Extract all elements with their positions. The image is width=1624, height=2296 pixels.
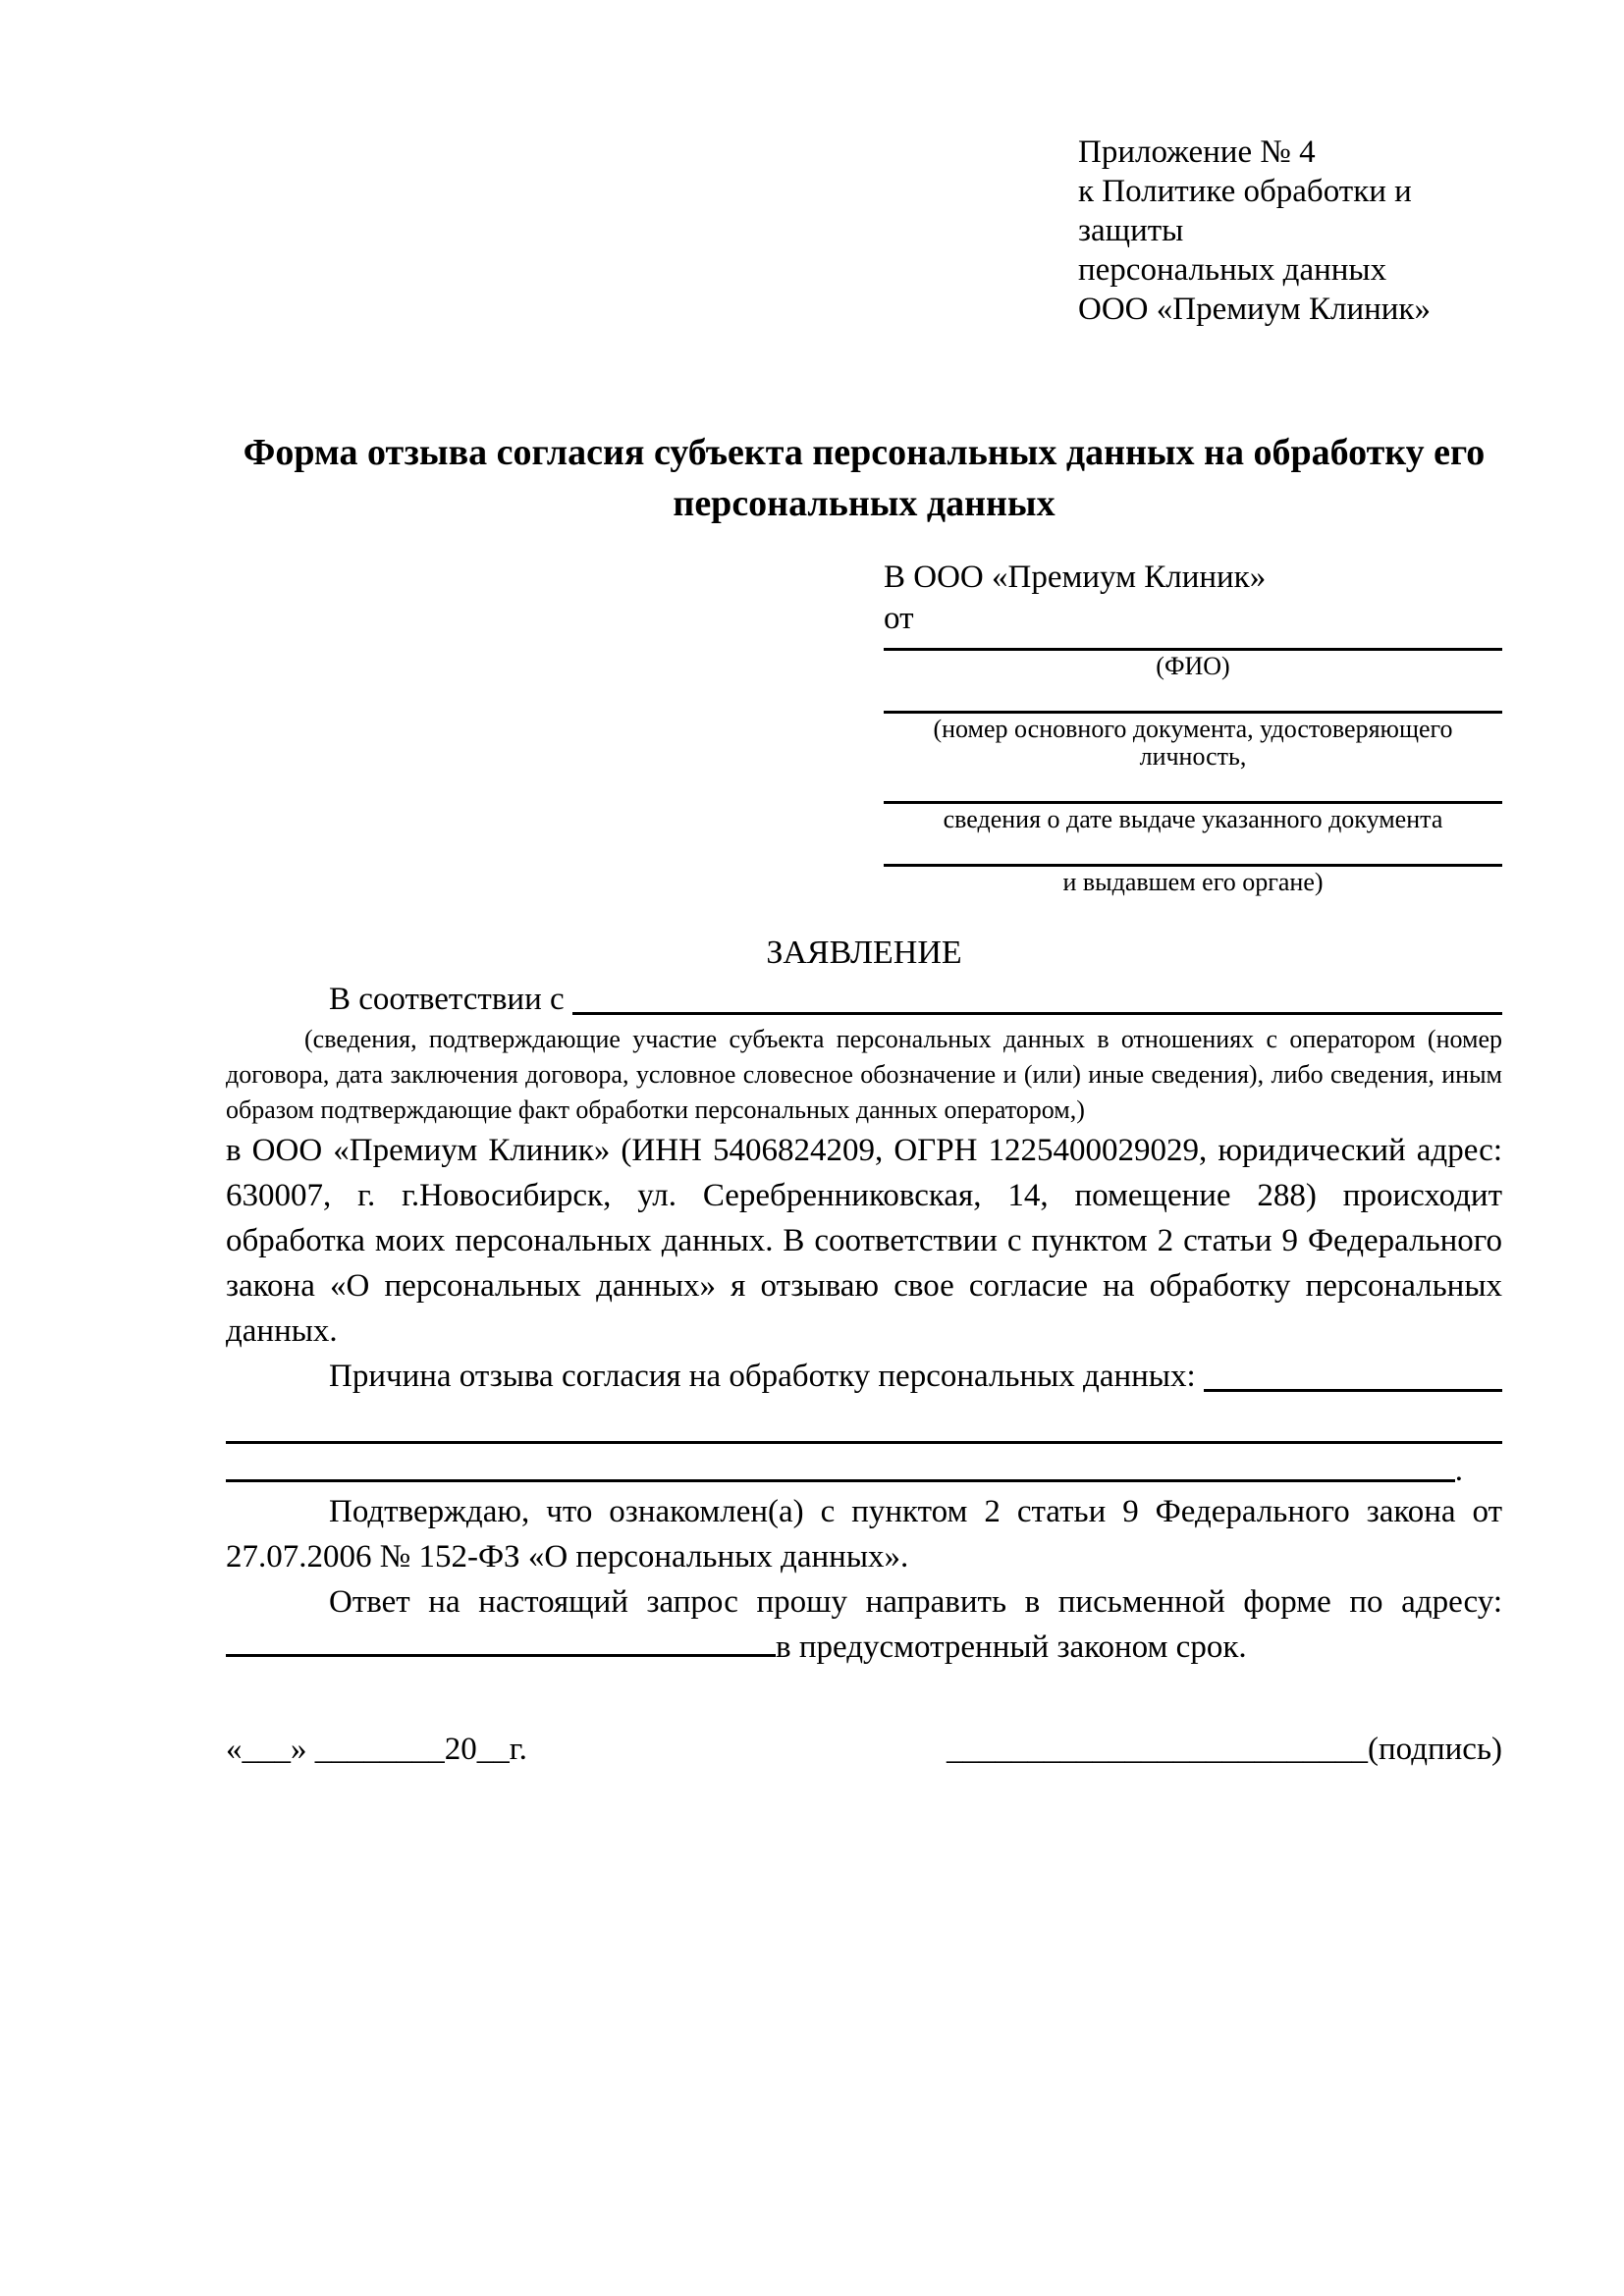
- signature-write-line: __________________________: [947, 1732, 1368, 1767]
- signature-area: [947, 1727, 1502, 1772]
- basis-prefix: В соответствии с: [329, 982, 565, 1017]
- addressee-organization: В ООО «Премиум Клиник»: [884, 560, 1267, 595]
- appendix-line: ООО «Премиум Клиник»: [1078, 292, 1431, 327]
- document-number-write-line: [884, 680, 1502, 714]
- document-title: Форма отзыва согласия субъекта персональных данных на обработку его персональных данных: [243, 432, 1486, 524]
- reason-label: Причина отзыва согласия на обработку персональных данных:: [329, 1359, 1196, 1394]
- basis-row: [226, 977, 1502, 1022]
- reason-row: [226, 1354, 1502, 1399]
- reason-extra-write-line-2: [226, 1479, 1455, 1482]
- footer: [226, 1727, 1502, 1772]
- reason-extra-write-line-1: [226, 1399, 1502, 1444]
- appendix-line: к Политике обработки и защиты: [1078, 174, 1412, 248]
- fio-write-line: [884, 639, 1502, 651]
- issuing-authority-caption: и выдавшем его органе): [1062, 868, 1324, 896]
- addressee-from-label: от: [884, 601, 914, 636]
- appendix-line: персональных данных: [1078, 252, 1387, 288]
- date-line: «___» ________20__г.: [226, 1732, 527, 1767]
- reason-write-line: [1204, 1389, 1502, 1392]
- address-write-line: [226, 1649, 776, 1657]
- acknowledgement-paragraph: Подтверждаю, что ознакомлен(а) с пунктом 2 статьи 9 Федерального закона от 27.07.2006 № 152-ФЗ «О персональных данных».: [226, 1494, 1502, 1575]
- reason-extra-row-2: [226, 1444, 1502, 1489]
- fio-caption: (ФИО): [1156, 652, 1230, 680]
- addressee-block: [884, 557, 1502, 896]
- appendix-header: [1078, 133, 1502, 329]
- basis-note: (сведения, подтверждающие участие субъекта персональных данных в отношениях с оператором (номер договора, дата заключения договора, условное словесное обозначение и (или) иные сведения), либо сведения, иным образом подтверждающие факт обработки персональных данных оператором,): [226, 1025, 1502, 1124]
- appendix-line: Приложение № 4: [1078, 134, 1316, 170]
- issue-date-write-line: [884, 771, 1502, 804]
- reply-paragraph: [226, 1579, 1502, 1670]
- signature-caption: (подпись): [1368, 1732, 1502, 1767]
- reply-suffix-text: в предусмотренный законом срок.: [776, 1629, 1247, 1665]
- statement-body: в ООО «Премиум Клиник» (ИНН 5406824209, ОГРН 1225400029029, юридический адрес: 630007, г. г.Новосибирск, ул. Серебренниковская, 14, помещение 288) происходит обработка моих персональных данных. В соответствии с пунктом 2 статьи 9 Федерального закона «О персональных данных» я отзываю свое согласие на обработку персональных данных.: [226, 1133, 1502, 1349]
- document-number-caption: (номер основного документа, удостоверяющего личность,: [933, 715, 1453, 771]
- issue-date-caption: сведения о дате выдаче указанного документа: [943, 805, 1443, 833]
- basis-write-line: [572, 1012, 1502, 1015]
- issuing-authority-write-line: [884, 833, 1502, 867]
- statement-heading: ЗАЯВЛЕНИЕ: [766, 934, 962, 971]
- reply-request-text: Ответ на настоящий запрос прошу направить в письменной форме по адресу:: [329, 1584, 1502, 1620]
- sentence-period: .: [1454, 1453, 1463, 1488]
